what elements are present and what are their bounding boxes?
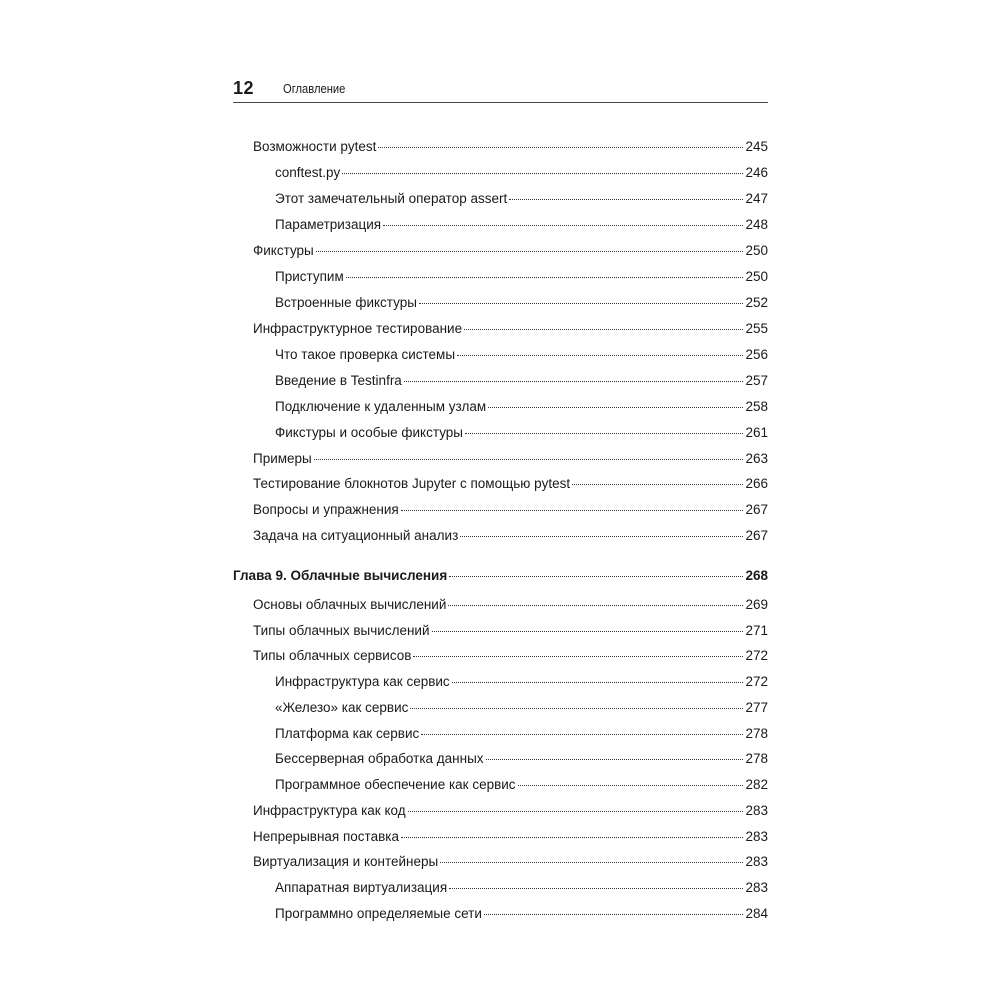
toc-entry-title: Этот замечательный оператор assert <box>275 191 508 206</box>
toc-entry-title: Вопросы и упражнения <box>253 502 399 517</box>
dot-leader <box>465 433 743 434</box>
dot-leader <box>419 303 744 304</box>
toc-entry-page: 245 <box>745 139 768 154</box>
toc-entry[interactable] <box>253 320 768 338</box>
toc-entry[interactable] <box>275 673 768 691</box>
toc-entry[interactable] <box>275 294 768 312</box>
toc-entry-page: 261 <box>745 425 768 440</box>
toc-entry[interactable] <box>253 647 768 665</box>
toc-entry-title: Параметризация <box>275 217 382 232</box>
toc-entry-page: 277 <box>745 700 768 715</box>
toc-entry-page: 258 <box>745 399 768 414</box>
page-header <box>233 76 768 103</box>
toc-entry-title: Инфраструктура как код <box>253 803 406 818</box>
toc-entry[interactable] <box>253 501 768 519</box>
toc-entry-title: Основы облачных вычислений <box>253 597 447 612</box>
toc-entry-title: conftest.py <box>275 165 341 180</box>
toc-entry-page: 282 <box>745 777 768 792</box>
dot-leader <box>378 147 743 148</box>
toc-entry[interactable] <box>275 776 768 794</box>
toc-entry[interactable] <box>275 372 768 390</box>
toc-entry[interactable] <box>275 879 768 897</box>
dot-leader <box>408 811 744 812</box>
toc-entry-page: 257 <box>745 373 768 388</box>
toc-entry[interactable] <box>275 398 768 416</box>
toc-entry-page: 284 <box>745 906 768 921</box>
toc-entry[interactable] <box>253 450 768 468</box>
toc-entry-title: Программно определяемые сети <box>275 906 482 921</box>
toc-entry-title: Задача на ситуационный анализ <box>253 528 459 543</box>
toc-entry-title: Аппаратная виртуализация <box>275 880 448 895</box>
toc-entry[interactable] <box>275 699 768 717</box>
toc-entry-page: 269 <box>745 597 768 612</box>
toc-entry-page: 256 <box>745 347 768 362</box>
toc-entry-title: Типы облачных вычислений <box>253 623 430 638</box>
toc-entry-title: Бессерверная обработка данных <box>275 751 484 766</box>
toc-entry-page: 271 <box>745 623 768 638</box>
toc-entry[interactable] <box>275 905 768 923</box>
toc-entry-title: Подключение к удаленным узлам <box>275 399 487 414</box>
toc-entry[interactable] <box>253 596 768 614</box>
toc-chapter-entry[interactable] <box>233 567 768 585</box>
dot-leader <box>401 510 744 511</box>
toc-entry[interactable] <box>275 725 768 743</box>
toc-entry-page: 246 <box>745 165 768 180</box>
dot-leader <box>452 682 744 683</box>
page-number: 12 <box>233 78 255 98</box>
toc-entry-page: 272 <box>745 674 768 689</box>
dot-leader <box>484 914 744 915</box>
toc-entry[interactable] <box>275 164 768 182</box>
toc-entry-page: 250 <box>745 243 768 258</box>
toc-entry-title: Фикстуры <box>253 243 314 258</box>
toc-entry[interactable] <box>275 424 768 442</box>
toc-entry-title: Тестирование блокнотов Jupyter с помощью pytest <box>253 476 571 491</box>
toc-entry-page: 250 <box>745 269 768 284</box>
toc-entry-page: 263 <box>745 451 768 466</box>
toc-entry-title: «Железо» как сервис <box>275 700 409 715</box>
dot-leader <box>432 631 744 632</box>
dot-leader <box>449 888 743 889</box>
dot-leader <box>410 708 743 709</box>
dot-leader <box>488 407 743 408</box>
toc-entry[interactable] <box>253 475 768 493</box>
dot-leader <box>509 199 743 200</box>
toc-entry-title: Фикстуры и особые фикстуры <box>275 425 464 440</box>
dot-leader <box>449 576 743 577</box>
toc-entry[interactable] <box>253 853 768 871</box>
toc-entry[interactable] <box>275 346 768 364</box>
toc-entry-title: Типы облачных сервисов <box>253 648 412 663</box>
dot-leader <box>486 759 744 760</box>
toc-entry-page: 247 <box>745 191 768 206</box>
running-head: Оглавление <box>283 81 346 96</box>
toc-entry[interactable] <box>275 190 768 208</box>
toc-entry-title: Возможности pytest <box>253 139 377 154</box>
dot-leader <box>572 484 743 485</box>
dot-leader <box>457 355 743 356</box>
toc-entry-title: Введение в Testinfra <box>275 373 402 388</box>
toc-entry-title: Виртуализация и контейнеры <box>253 854 439 869</box>
toc-entry-page: 267 <box>745 502 768 517</box>
toc-entry-page: 266 <box>745 476 768 491</box>
toc-entry[interactable] <box>253 138 768 156</box>
toc-entry-title: Приступим <box>275 269 344 284</box>
toc-entry-title: Платформа как сервис <box>275 726 420 741</box>
dot-leader <box>464 329 743 330</box>
toc-entry-title: Программное обеспечение как сервис <box>275 777 516 792</box>
toc-entry[interactable] <box>275 216 768 234</box>
toc-entry-title: Непрерывная поставка <box>253 829 399 844</box>
dot-leader <box>440 862 743 863</box>
dot-leader <box>518 785 744 786</box>
dot-leader <box>346 277 744 278</box>
toc-entry-page: 267 <box>745 528 768 543</box>
dot-leader <box>314 459 744 460</box>
dot-leader <box>383 225 743 226</box>
dot-leader <box>401 837 743 838</box>
toc-entry[interactable] <box>253 622 768 640</box>
toc-entry-title: Что такое проверка системы <box>275 347 456 362</box>
dot-leader <box>421 734 743 735</box>
toc-entry[interactable] <box>253 527 768 545</box>
toc-entry[interactable] <box>275 268 768 286</box>
dot-leader <box>460 536 743 537</box>
dot-leader <box>342 173 743 174</box>
dot-leader <box>404 381 744 382</box>
toc-entry-title: Инфраструктура как сервис <box>275 674 450 689</box>
toc-entry[interactable] <box>275 750 768 768</box>
toc-entry-title: Примеры <box>253 451 312 466</box>
toc-entry-page: 283 <box>745 880 768 895</box>
dot-leader <box>448 605 743 606</box>
toc-entry-page: 272 <box>745 648 768 663</box>
toc-entry[interactable] <box>253 828 768 846</box>
toc-entry-page: 283 <box>745 803 768 818</box>
toc-entry[interactable] <box>253 242 768 260</box>
toc-chapter-title: Глава 9. Облачные вычисления <box>233 568 448 583</box>
toc-entry-title: Встроенные фикстуры <box>275 295 417 310</box>
toc-entry-page: 283 <box>745 829 768 844</box>
toc-entry-page: 252 <box>745 295 768 310</box>
toc-entry-title: Инфраструктурное тестирование <box>253 321 463 336</box>
toc-entry-page: 278 <box>745 726 768 741</box>
toc-entry-page: 268 <box>745 568 768 583</box>
toc-entry[interactable] <box>253 802 768 820</box>
toc-entry-page: 255 <box>745 321 768 336</box>
toc-entry-page: 248 <box>745 217 768 232</box>
toc-entry-page: 278 <box>745 751 768 766</box>
toc-entry-page: 283 <box>745 854 768 869</box>
dot-leader <box>316 251 744 252</box>
dot-leader <box>413 656 743 657</box>
